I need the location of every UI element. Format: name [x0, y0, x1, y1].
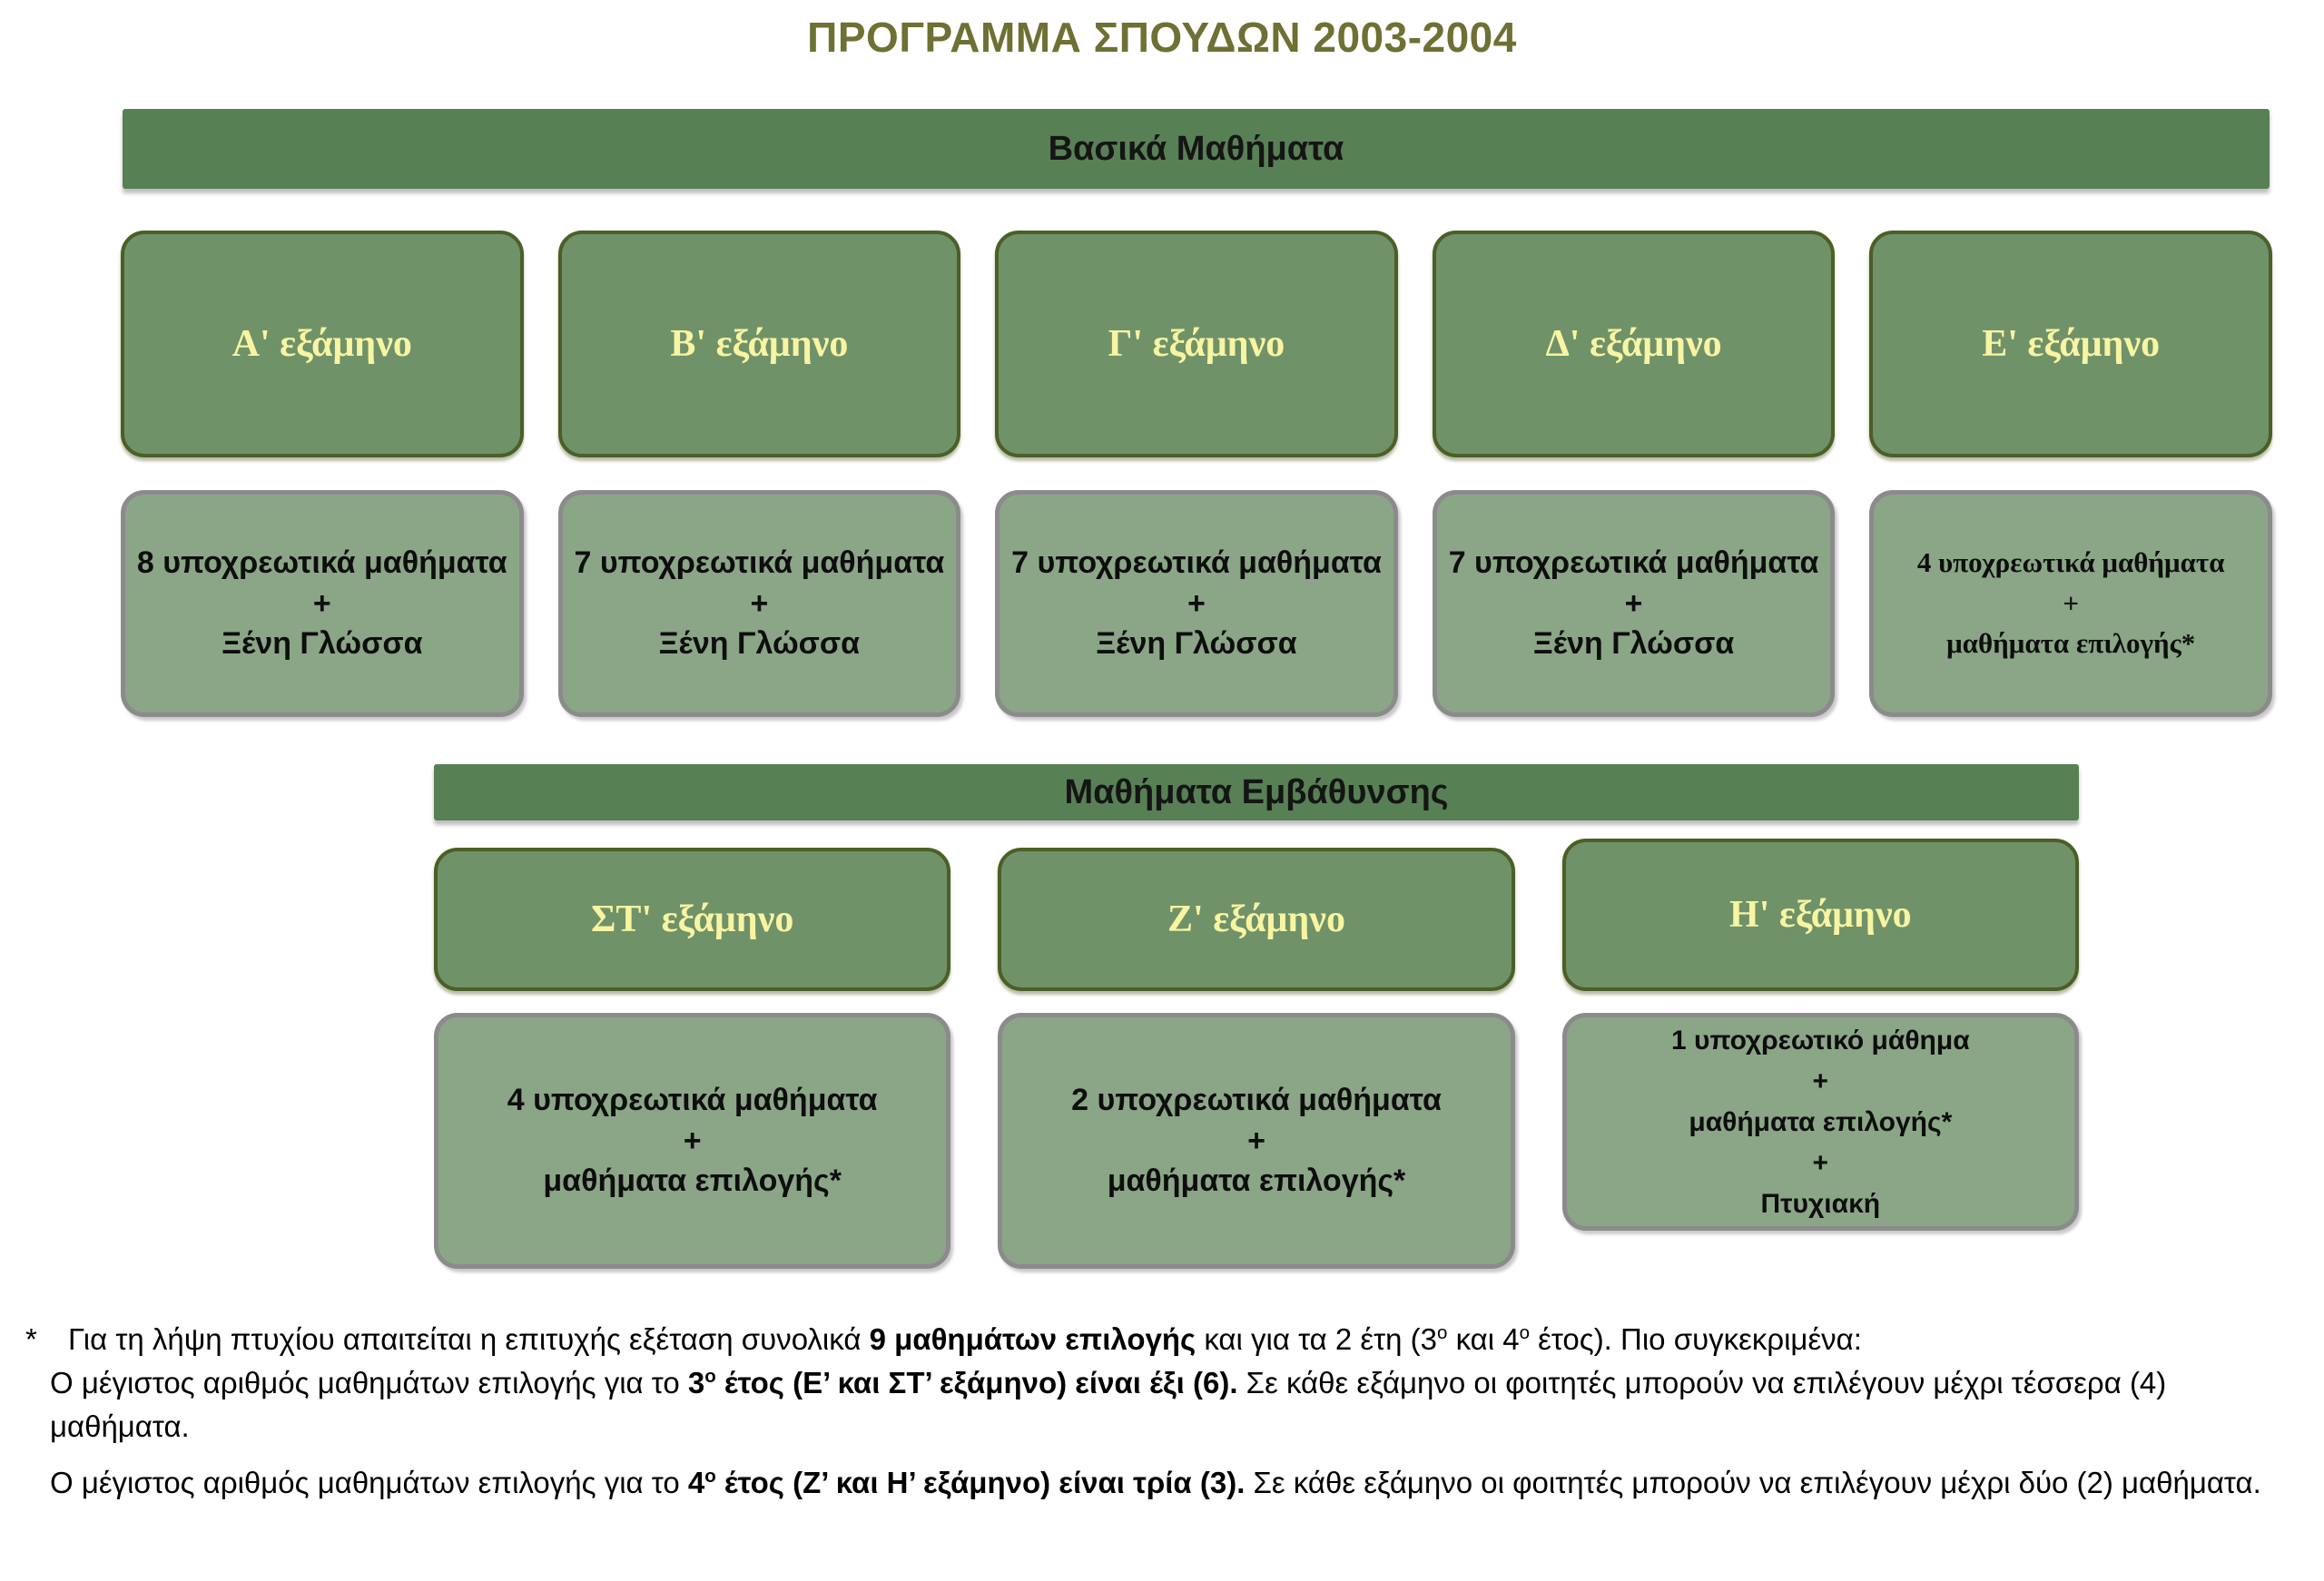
footnote-text: έτος). Πιο συγκεκριμένα:	[1529, 1322, 1862, 1356]
courses-box-d	[1433, 490, 1836, 717]
course-line: +	[2063, 586, 2079, 619]
course-line: Πτυχιακή	[1760, 1188, 1881, 1219]
course-line: 4 υποχρεωτικά μαθήματα	[507, 1082, 878, 1117]
course-line: 8 υποχρεωτικά μαθήματα	[136, 545, 507, 580]
course-line: +	[683, 1123, 702, 1158]
course-line: +	[750, 585, 769, 621]
specialization-semester-row	[434, 848, 2079, 991]
footnote-bold	[688, 1366, 1238, 1399]
ordinal-superscript: ο	[1519, 1322, 1530, 1343]
course-line: +	[1247, 1123, 1265, 1158]
footnote-line-3	[25, 1461, 2297, 1505]
semester-box-b: Β' εξάμηνο	[558, 231, 961, 457]
course-line: 4 υποχρεωτικά μαθήματα	[1916, 545, 2225, 578]
course-line: +	[1187, 585, 1206, 621]
footnote-bold	[688, 1466, 1245, 1499]
course-line: +	[1812, 1147, 1829, 1178]
courses-box-g	[995, 490, 1398, 717]
courses-box-a	[121, 490, 524, 717]
footnote-text: Σε κάθε εξάμηνο οι φοιτητές μπορούν να επιλέγουν μέχρι τέσσερα (4) μαθήματα.	[50, 1365, 2167, 1443]
courses-box-h	[1562, 1013, 2079, 1231]
course-line: μαθήματα επιλογής*	[1946, 627, 2196, 660]
semester-box-e: Ε' εξάμηνο	[1869, 231, 2272, 457]
course-line: Ξένη Γλώσσα	[1532, 626, 1735, 662]
basic-courses-row	[121, 490, 2272, 717]
footnote-text: Ο μέγιστος αριθμός μαθημάτων επιλογής για το	[50, 1365, 688, 1399]
ordinal-superscript: ο	[1437, 1322, 1448, 1343]
page-title: ΠΡΟΓΡΑΜΜΑ ΣΠΟΥΔΩΝ 2003-2004	[807, 14, 1517, 61]
section-specialization-courses	[0, 764, 2324, 1269]
course-line: μαθήματα επιλογής*	[543, 1164, 842, 1199]
footnote-text: Ο μέγιστος αριθμός μαθημάτων επιλογής για το	[50, 1465, 688, 1499]
footnote-text: Σε κάθε εξάμηνο οι φοιτητές μπορούν να επιλέγουν μέχρι δύο (2) μαθήματα.	[1245, 1465, 2261, 1499]
semester-box-g: Γ' εξάμηνο	[995, 231, 1398, 457]
semester-box-d: Δ' εξάμηνο	[1433, 231, 1836, 457]
footnote-text: και 4	[1447, 1322, 1520, 1356]
course-line: μαθήματα επιλογής*	[1107, 1164, 1406, 1199]
semester-box-z: Ζ' εξάμηνο	[998, 848, 1514, 991]
footnote-bold-text: έτος (Ζ’ και Η’ εξάμηνο) είναι τρία (3).	[715, 1465, 1246, 1499]
courses-box-z	[998, 1013, 1514, 1269]
course-line: Ξένη Γλώσσα	[658, 626, 861, 662]
footnote-bold-text: 3	[687, 1365, 705, 1399]
course-line: +	[1812, 1065, 1829, 1096]
ordinal-superscript: ο	[704, 1465, 716, 1487]
courses-box-b	[558, 490, 961, 717]
semester-box-h: Η' εξάμηνο	[1562, 839, 2079, 991]
footnote-line-2	[25, 1361, 2297, 1448]
ordinal-superscript: ο	[704, 1365, 716, 1387]
course-line: Ξένη Γλώσσα	[222, 626, 423, 662]
study-program-diagram	[0, 13, 2324, 1504]
course-line: Ξένη Γλώσσα	[1096, 626, 1297, 662]
footnote-bold-text: έτος (Ε’ και ΣΤ’ εξάμηνο) είναι έξι (6).	[715, 1365, 1238, 1399]
footnote-line-1	[25, 1318, 2272, 1361]
course-line: 2 υποχρεωτικά μαθήματα	[1071, 1082, 1442, 1117]
footnote	[25, 1318, 2297, 1504]
specialization-courses-row	[434, 1013, 2079, 1269]
course-line: 7 υποχρεωτικά μαθήματα	[574, 545, 945, 580]
footnote-bold-text: 4	[687, 1465, 705, 1499]
footnote-asterisk: *	[25, 1322, 37, 1356]
section-basic-courses	[0, 109, 2324, 717]
footnote-text: Για τη λήψη πτυχίου απαιτείται η επιτυχής εξέταση συνολικά	[68, 1322, 870, 1356]
specialization-header-bar: Μαθήματα Εμβάθυνσης	[434, 764, 2079, 820]
course-line: 7 υποχρεωτικά μαθήματα	[1011, 545, 1382, 580]
course-line: 7 υποχρεωτικά μαθήματα	[1448, 545, 1819, 580]
basic-semester-row	[121, 231, 2272, 457]
course-line: 1 υποχρεωτικό μάθημα	[1670, 1025, 1970, 1056]
footnote-text: και για τα 2 έτη (3	[1196, 1322, 1438, 1356]
basic-courses-header-bar: Βασικά Μαθήματα	[123, 109, 2270, 189]
courses-box-st	[434, 1013, 950, 1269]
courses-box-e	[1869, 490, 2272, 717]
course-line: +	[1624, 585, 1643, 621]
course-line: +	[312, 585, 331, 621]
semester-box-st: ΣΤ' εξάμηνο	[434, 848, 950, 991]
course-line: μαθήματα επιλογής*	[1689, 1106, 1953, 1137]
footnote-bold: 9 μαθημάτων επιλογής	[869, 1322, 1196, 1356]
semester-box-a: Α' εξάμηνο	[121, 231, 524, 457]
